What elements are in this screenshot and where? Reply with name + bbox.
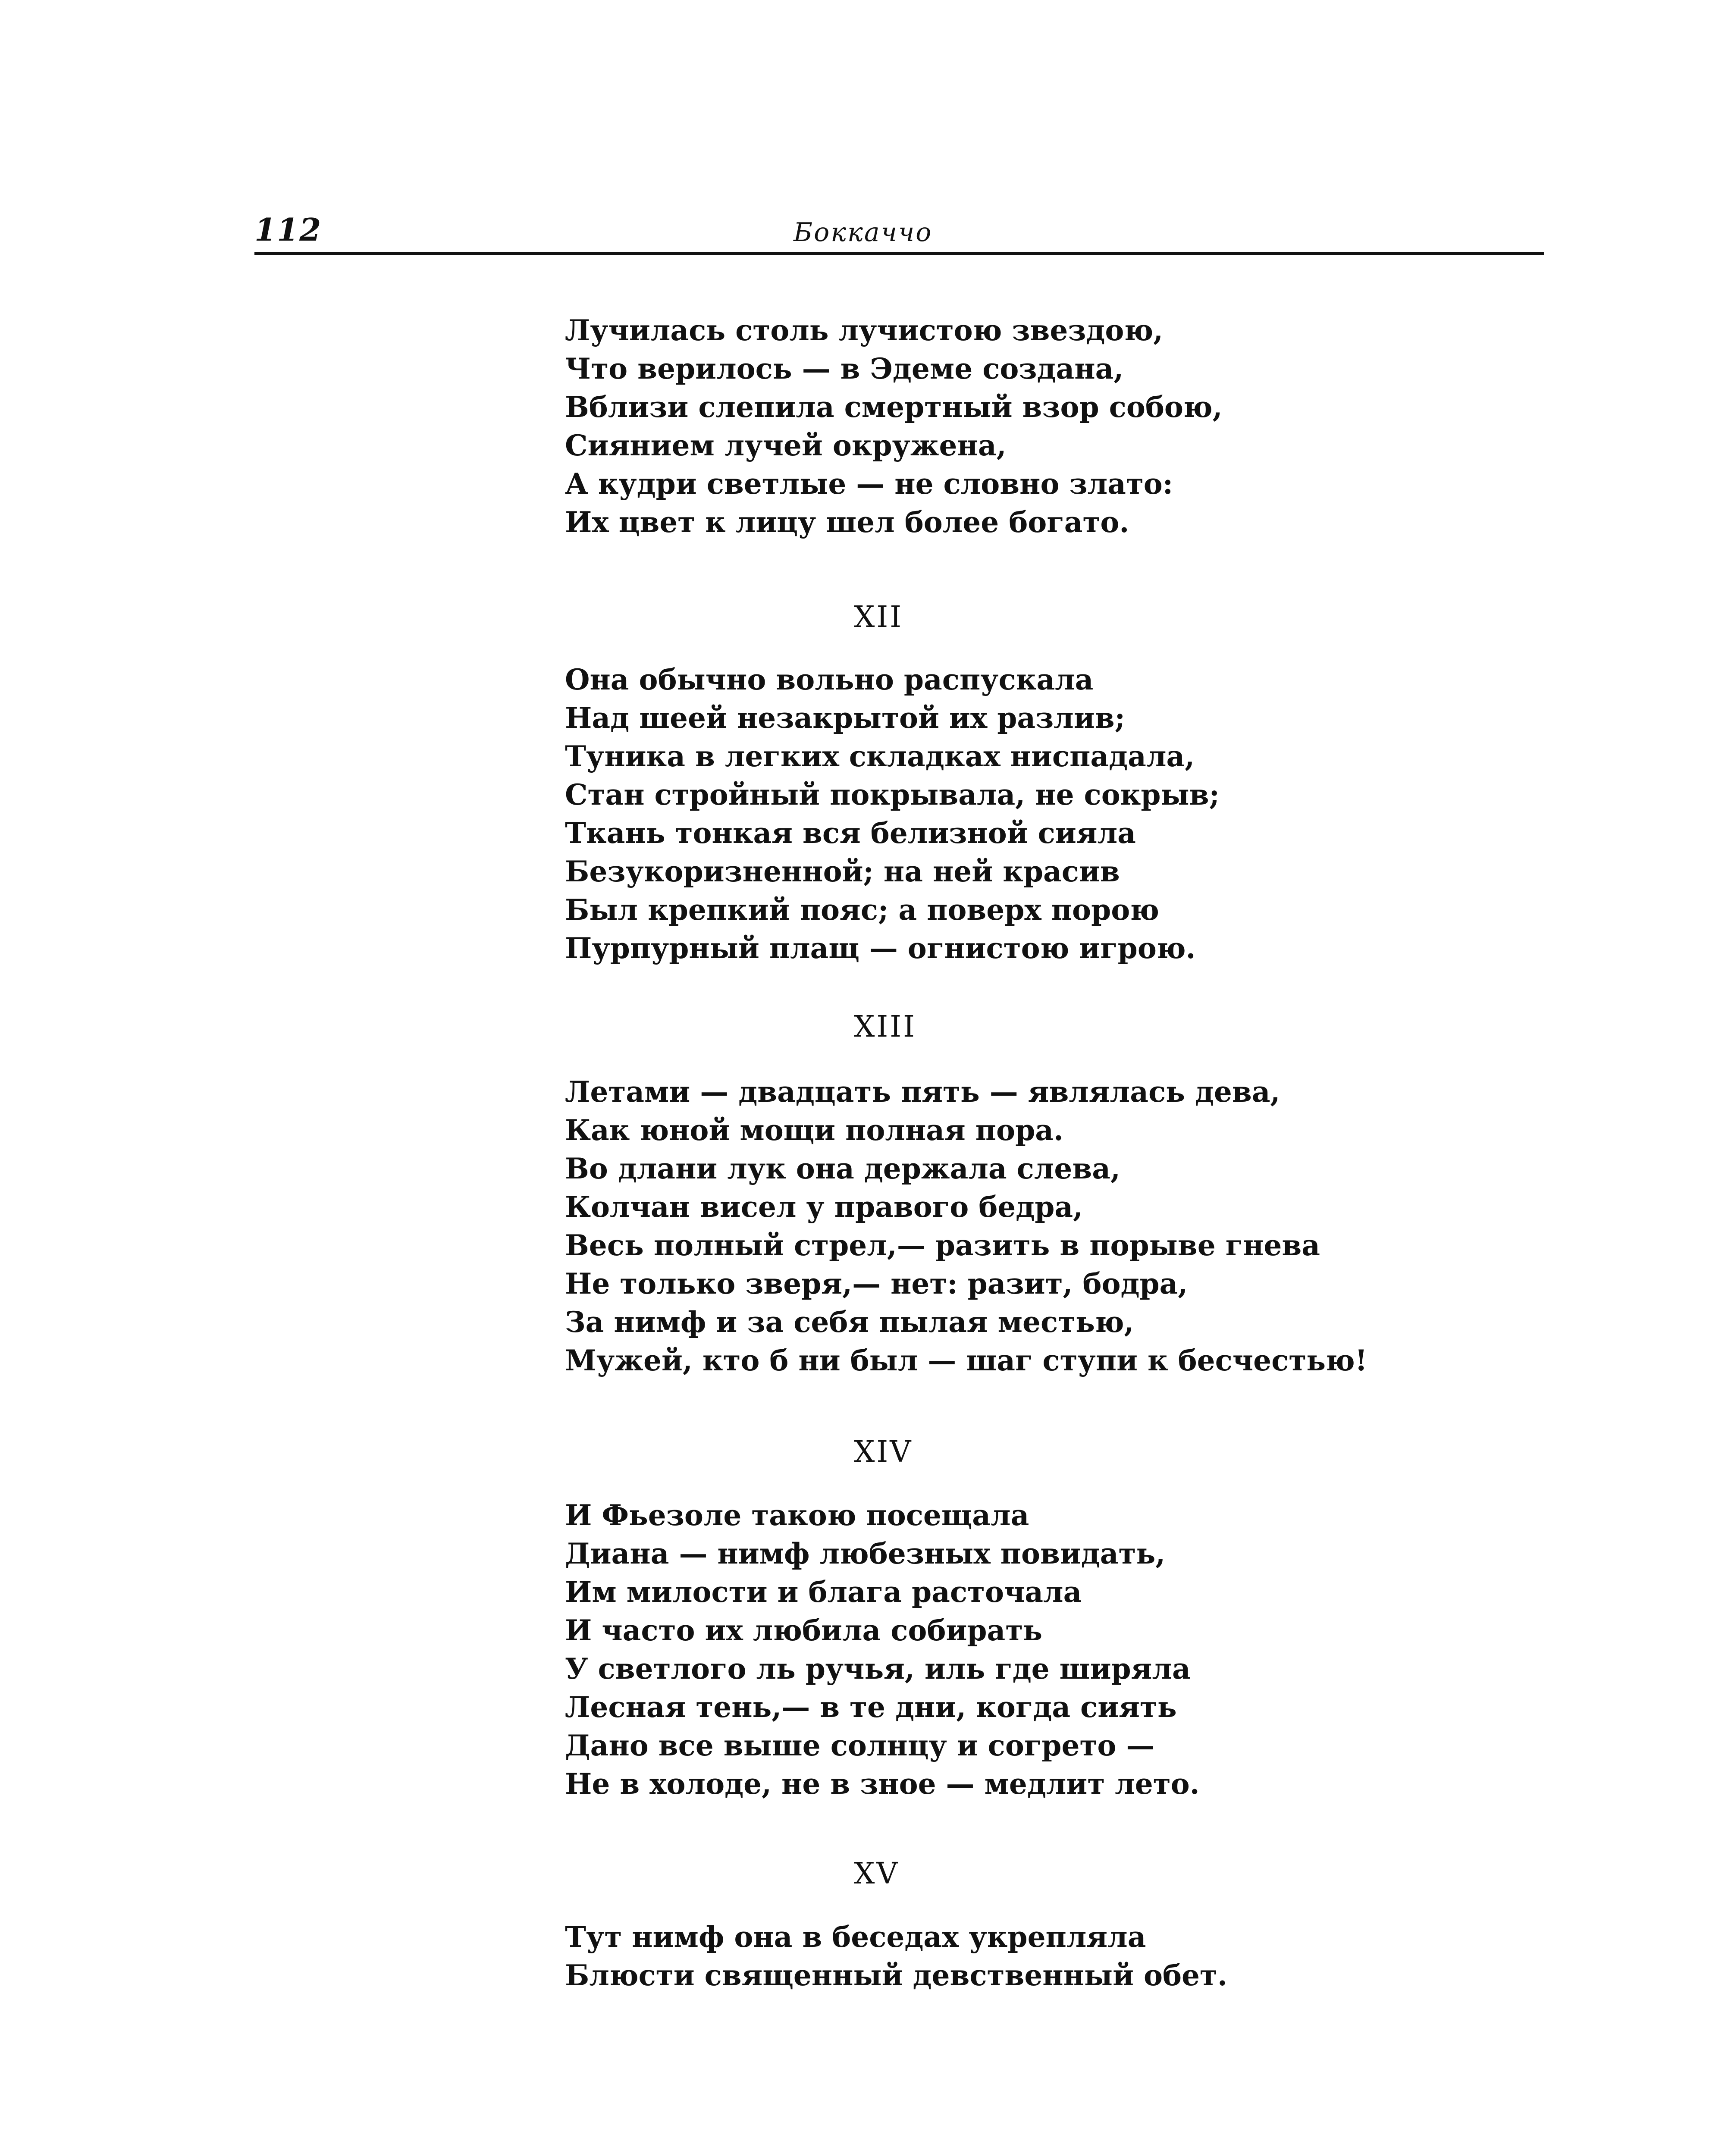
verse-line: Колчан висел у правого бедра, bbox=[565, 1190, 1083, 1224]
verse-line: Над шеей незакрытой их разлив; bbox=[565, 701, 1125, 735]
verse-line: Стан стройный покрывала, не сокрыв; bbox=[565, 778, 1220, 812]
verse-line: Блюсти священный девственный обет. bbox=[565, 1959, 1227, 1992]
stanza-numeral-xii: XII bbox=[854, 600, 903, 634]
verse-line: Дано все выше солнцу и согрето — bbox=[565, 1729, 1155, 1762]
verse-line: И часто их любила собирать bbox=[565, 1614, 1043, 1647]
verse-line: Их цвет к лицу шел более богато. bbox=[565, 505, 1129, 539]
verse-line: Лесная тень,— в те дни, когда сиять bbox=[565, 1690, 1177, 1724]
verse-line: Им милости и блага расточала bbox=[565, 1575, 1082, 1609]
stanza-numeral-xiii: XIII bbox=[854, 1010, 916, 1044]
stanza-xiv bbox=[565, 1496, 1200, 1803]
verse-line: Был крепкий пояс; а поверх порою bbox=[565, 893, 1159, 927]
verse-line: Тут нимф она в беседах укрепляла bbox=[565, 1920, 1146, 1954]
stanza-xii bbox=[565, 661, 1220, 968]
verse-line: А кудри светлые — не словно злато: bbox=[565, 467, 1173, 501]
verse-line: Лучилась столь лучистою звездою, bbox=[565, 313, 1164, 347]
verse-line: У светлого ль ручья, иль где ширяла bbox=[565, 1652, 1191, 1686]
page-number: 112 bbox=[254, 211, 322, 248]
stanza-xiii bbox=[565, 1073, 1367, 1380]
verse-line: Она обычно вольно распускала bbox=[565, 663, 1094, 696]
header-rule bbox=[254, 252, 1544, 255]
verse-line: Во длани лук она держала слева, bbox=[565, 1152, 1120, 1185]
verse-line: Туника в легких складках ниспадала, bbox=[565, 740, 1195, 773]
verse-line: Не только зверя,— нет: разит, бодра, bbox=[565, 1267, 1188, 1300]
stanza-continuation bbox=[565, 311, 1223, 542]
verse-line: Ткань тонкая вся белизной сияла bbox=[565, 816, 1136, 850]
verse-line: Не в холоде, не в зное — медлит лето. bbox=[565, 1767, 1200, 1801]
stanza-numeral-xv: XV bbox=[854, 1857, 900, 1891]
verse-line: Безукоризненной; на ней красив bbox=[565, 855, 1120, 888]
running-title: Боккаччо bbox=[794, 217, 933, 248]
verse-line: Как юной мощи полная пора. bbox=[565, 1113, 1063, 1147]
page-header bbox=[254, 203, 1548, 263]
verse-line: Сиянием лучей окружена, bbox=[565, 429, 1007, 462]
verse-line: Мужей, кто б ни был — шаг ступи к бесчестью! bbox=[565, 1344, 1367, 1377]
stanza-numeral-xiv: XIV bbox=[854, 1435, 913, 1469]
verse-line: Диана — нимф любезных повидать, bbox=[565, 1537, 1166, 1570]
verse-line: Что верилось — в Эдеме создана, bbox=[565, 352, 1124, 385]
stanza-xv bbox=[565, 1918, 1227, 1995]
verse-line: Вблизи слепила смертный взор собою, bbox=[565, 390, 1223, 424]
verse-line: Весь полный стрел,— разить в порыве гнева bbox=[565, 1228, 1320, 1262]
verse-line: Летами — двадцать пять — являлась дева, bbox=[565, 1075, 1280, 1109]
verse-line: Пурпурный плащ — огнистою игрою. bbox=[565, 931, 1196, 965]
verse-line: За нимф и за себя пылая местью, bbox=[565, 1305, 1134, 1339]
verse-line: И Фьезоле такою посещала bbox=[565, 1498, 1029, 1532]
